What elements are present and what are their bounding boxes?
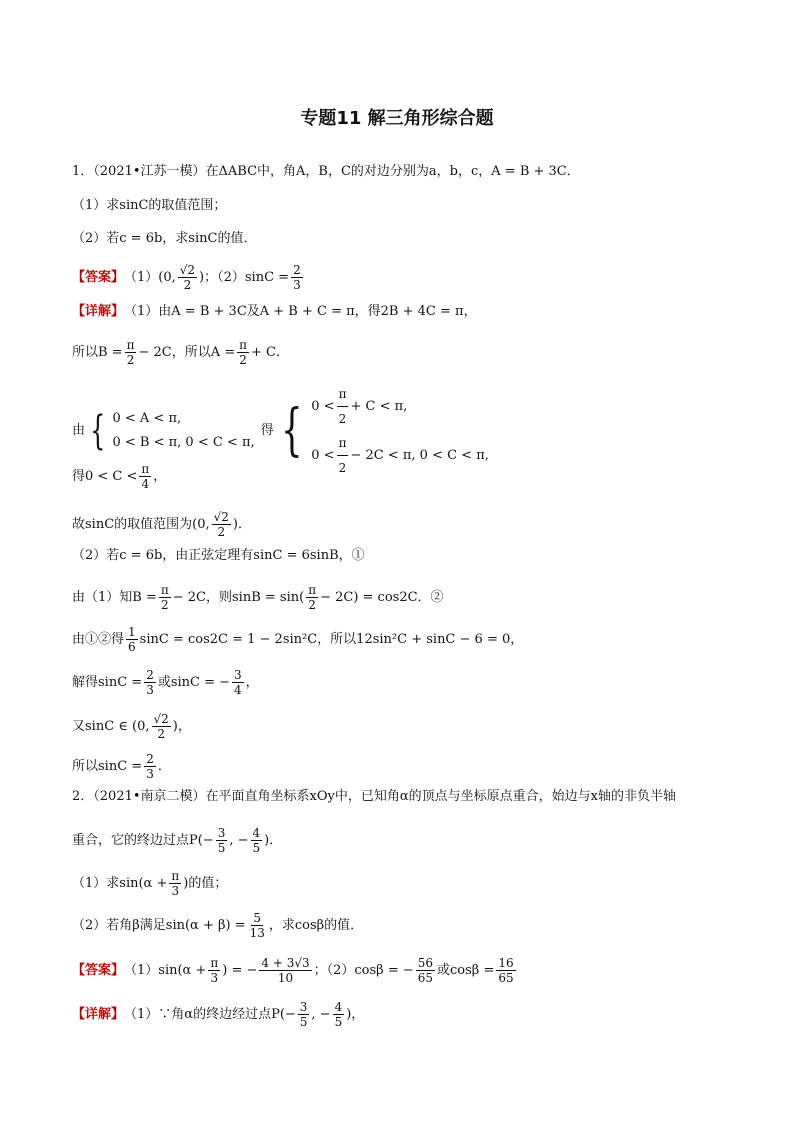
fraction: $\frac{\pi}{3}$ bbox=[210, 956, 219, 985]
fraction: $\frac{56}{65}$ bbox=[417, 956, 434, 985]
problem-1-result-1: 得0 < C < $\frac{\pi}{4}$ ， bbox=[72, 462, 167, 491]
problem-1-part-2-step-3: 解得sinC = $\frac{2}{3}$ 或sinC = − $\frac{3}{4}$ ， bbox=[72, 668, 259, 697]
problem-1-part-2-step-4: 又sinC ∈ (0, $\frac{√2}{2}$ )， bbox=[72, 712, 191, 741]
fraction: $\frac{4}{5}$ bbox=[252, 826, 261, 855]
answer-text: （1）(0, bbox=[124, 269, 176, 285]
problem-1-inequality-system: 由 { 0 < A < π, 0 < B < π, 0 < C < π, 得 { 0 < $\frac{\pi}{2}$ + C < π, 0 < $\frac{\pi}{2}$ − 2C < π, 0 < C < π, bbox=[72, 382, 489, 480]
problem-1-part-2-step-2: 由①②得 $\frac{1}{6}$ sinC = cos2C = 1 − 2sin²C，所以12sin²C + sinC − 6 = 0， bbox=[72, 625, 524, 654]
left-brace-icon: { bbox=[90, 408, 106, 454]
system-right: 0 < $\frac{\pi}{2}$ + C < π, 0 < $\frac{\pi}{2}$ − 2C < π, 0 < C < π, bbox=[311, 382, 489, 480]
problem-1-answer bbox=[72, 263, 305, 292]
fraction: $\frac{1}{6}$ bbox=[128, 625, 136, 654]
answer-tag: 【答案】 bbox=[72, 269, 125, 285]
fraction: $\frac{\pi}{4}$ bbox=[141, 462, 150, 491]
problem-2-question-1: （1）求sin(α + $\frac{\pi}{3}$ )的值； bbox=[72, 869, 228, 898]
problem-2-question-2: （2）若角β满足sin(α + β) = $\frac{5}{13}$ ，求cosβ的值． bbox=[72, 911, 364, 940]
problem-1-part-2-step-1: 由（1）知B = $\frac{\pi}{2}$ − 2C，则sinB = sin( $\frac{\pi}{2}$ − 2C) = cos2C．② bbox=[72, 583, 444, 612]
problem-2-statement-line-1: 2．（2021•南京二模）在平面直角坐标系xOy中，已知角α的顶点与坐标原点重合，始边与x轴的非负半轴 bbox=[72, 789, 676, 804]
answer-tag: 【答案】 bbox=[72, 962, 125, 978]
detail-text: （1）由A = B + 3C及A + B + C = π，得2B + 4C = π， bbox=[124, 304, 477, 319]
fraction: $\frac{4 + 3√3}{10}$ bbox=[261, 956, 310, 985]
left-brace-icon: { bbox=[280, 398, 303, 463]
fraction: $\frac{\pi}{2}$ bbox=[160, 583, 169, 612]
fraction: $\frac{√2}{2}$ bbox=[153, 712, 169, 741]
fraction: $\frac{\pi}{2}$ bbox=[239, 338, 248, 367]
problem-1-result-2: 故sinC的取值范围为(0, $\frac{√2}{2}$ )． bbox=[72, 510, 251, 539]
fraction: $\frac{3}{5}$ bbox=[217, 826, 226, 855]
fraction: $\frac{5}{13}$ bbox=[249, 911, 265, 940]
fraction: $\frac{2}{3}$ bbox=[146, 668, 154, 697]
problem-1-question-1: （1）求sinC的取值范围； bbox=[72, 198, 227, 213]
problem-2-statement-line-2: 重合，它的终边过点P(− $\frac{3}{5}$ , − $\frac{4}{5}$ )． bbox=[72, 826, 283, 855]
fraction: $\frac{√2}{2}$ bbox=[213, 510, 229, 539]
fraction: $\frac{\pi}{2}$ bbox=[308, 583, 317, 612]
fraction: $\frac{2}{3}$ bbox=[146, 752, 154, 781]
problem-2-detail-1: 【详解】 （1）∵角α的终边经过点P(− $\frac{3}{5}$ , − $\frac{4}{5}$ )， bbox=[72, 1000, 365, 1029]
problem-1-question-2: （2）若c = 6b，求sinC的值． bbox=[72, 231, 257, 246]
problem-1-part-2-conclusion: 所以sinC = $\frac{2}{3}$ ． bbox=[72, 752, 171, 781]
detail-tag: 【详解】 bbox=[72, 1006, 125, 1022]
fraction: $\frac{3}{5}$ bbox=[299, 1000, 308, 1029]
page-title: 专题11 解三角形综合题 bbox=[300, 108, 494, 129]
fraction: $\frac{\pi}{3}$ bbox=[171, 869, 180, 898]
system-left: 0 < A < π, 0 < B < π, 0 < C < π, bbox=[112, 411, 255, 450]
answer-text: )；（2）sinC = bbox=[199, 269, 290, 285]
problem-1-statement: 1．（2021•江苏一模）在ΔABC中，角A，B，C的对边分别为a，b，c，A = B + 3C． bbox=[72, 164, 580, 179]
fraction: $\frac{4}{5}$ bbox=[334, 1000, 343, 1029]
problem-1-detail-1 bbox=[72, 303, 477, 321]
problem-1-detail-2: 所以B = $\frac{\pi}{2}$ − 2C，所以A = $\frac{\pi}{2}$ + C． bbox=[72, 338, 290, 367]
problem-2-answer: 【答案】 （1）sin(α + $\frac{\pi}{3}$ ) = − $\frac{4 + 3√3}{10}$ ；（2）cosβ = − $\frac{56}{65}$ 或cosβ = $\frac{16}{65}$ bbox=[72, 956, 514, 985]
problem-1-part-2-start: （2）若c = 6b，由正弦定理有sinC = 6sinB，① bbox=[72, 548, 365, 563]
fraction: $\frac{\pi}{2}$ bbox=[126, 338, 135, 367]
detail-tag: 【详解】 bbox=[72, 304, 125, 319]
fraction: $\frac{2}{3}$ bbox=[293, 263, 301, 292]
fraction: $\frac{√2}{2}$ bbox=[179, 263, 196, 292]
fraction: $\frac{3}{4}$ bbox=[234, 668, 242, 697]
fraction: $\frac{16}{65}$ bbox=[498, 956, 514, 985]
